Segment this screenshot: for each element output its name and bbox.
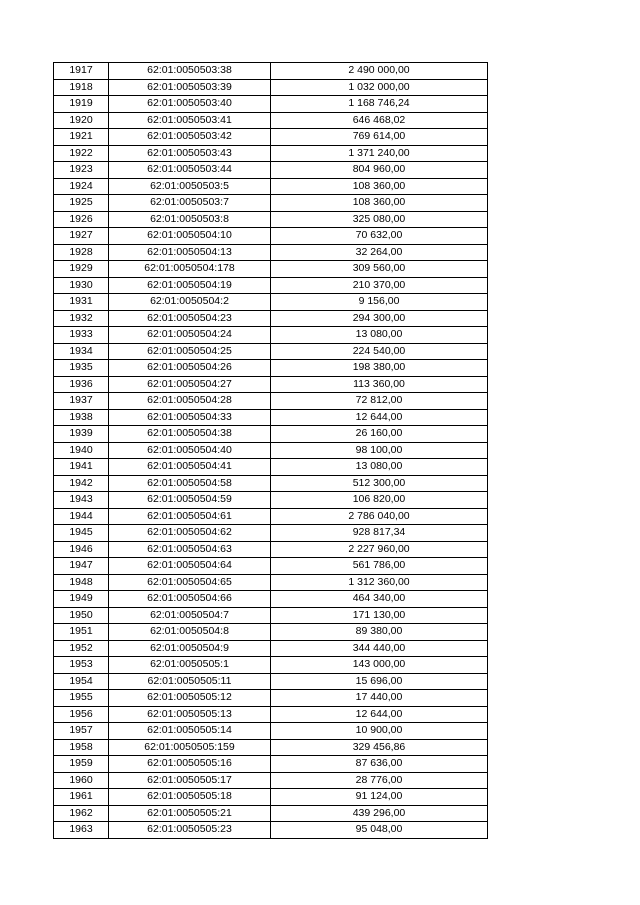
cadastral-number-cell: 62:01:0050503:41 [109, 112, 271, 129]
row-number-cell: 1922 [54, 145, 109, 162]
value-cell: 70 632,00 [271, 228, 488, 245]
row-number-cell: 1943 [54, 492, 109, 509]
row-number-cell: 1950 [54, 607, 109, 624]
value-cell: 13 080,00 [271, 327, 488, 344]
table-row [54, 112, 488, 129]
table-row [54, 508, 488, 525]
cadastral-number-cell: 62:01:0050504:33 [109, 409, 271, 426]
row-number-cell: 1947 [54, 558, 109, 575]
value-cell: 464 340,00 [271, 591, 488, 608]
table-row [54, 228, 488, 245]
cadastral-number-cell: 62:01:0050504:58 [109, 475, 271, 492]
row-number-cell: 1949 [54, 591, 109, 608]
row-number-cell: 1952 [54, 640, 109, 657]
table-row [54, 607, 488, 624]
cadastral-number-cell: 62:01:0050504:65 [109, 574, 271, 591]
value-cell: 87 636,00 [271, 756, 488, 773]
table-row [54, 789, 488, 806]
table-row [54, 475, 488, 492]
cadastral-number-cell: 62:01:0050504:24 [109, 327, 271, 344]
table-row [54, 79, 488, 96]
value-cell: 12 644,00 [271, 706, 488, 723]
value-cell: 2 490 000,00 [271, 63, 488, 80]
table-row [54, 558, 488, 575]
table-row [54, 756, 488, 773]
value-cell: 28 776,00 [271, 772, 488, 789]
row-number-cell: 1936 [54, 376, 109, 393]
row-number-cell: 1929 [54, 261, 109, 278]
row-number-cell: 1923 [54, 162, 109, 179]
cadastral-number-cell: 62:01:0050504:10 [109, 228, 271, 245]
table-row [54, 657, 488, 674]
value-cell: 198 380,00 [271, 360, 488, 377]
cadastral-number-cell: 62:01:0050504:28 [109, 393, 271, 410]
table-row [54, 624, 488, 641]
row-number-cell: 1917 [54, 63, 109, 80]
value-cell: 344 440,00 [271, 640, 488, 657]
row-number-cell: 1924 [54, 178, 109, 195]
table-row [54, 393, 488, 410]
table-row [54, 63, 488, 80]
cadastral-number-cell: 62:01:0050504:178 [109, 261, 271, 278]
row-number-cell: 1942 [54, 475, 109, 492]
value-cell: 2 786 040,00 [271, 508, 488, 525]
data-table [53, 62, 488, 839]
cadastral-number-cell: 62:01:0050505:17 [109, 772, 271, 789]
value-cell: 171 130,00 [271, 607, 488, 624]
row-number-cell: 1921 [54, 129, 109, 146]
cadastral-number-cell: 62:01:0050504:23 [109, 310, 271, 327]
cadastral-number-cell: 62:01:0050505:1 [109, 657, 271, 674]
cadastral-number-cell: 62:01:0050504:38 [109, 426, 271, 443]
cadastral-number-cell: 62:01:0050504:8 [109, 624, 271, 641]
cadastral-number-cell: 62:01:0050504:63 [109, 541, 271, 558]
table-row [54, 591, 488, 608]
row-number-cell: 1919 [54, 96, 109, 113]
table-row [54, 409, 488, 426]
row-number-cell: 1940 [54, 442, 109, 459]
value-cell: 294 300,00 [271, 310, 488, 327]
cadastral-number-cell: 62:01:0050504:9 [109, 640, 271, 657]
row-number-cell: 1938 [54, 409, 109, 426]
row-number-cell: 1948 [54, 574, 109, 591]
value-cell: 804 960,00 [271, 162, 488, 179]
table-row [54, 162, 488, 179]
table-row [54, 822, 488, 839]
cadastral-number-cell: 62:01:0050504:27 [109, 376, 271, 393]
value-cell: 15 696,00 [271, 673, 488, 690]
table-row [54, 96, 488, 113]
value-cell: 143 000,00 [271, 657, 488, 674]
cadastral-number-cell: 62:01:0050503:8 [109, 211, 271, 228]
cadastral-number-cell: 62:01:0050504:19 [109, 277, 271, 294]
cadastral-number-cell: 62:01:0050504:59 [109, 492, 271, 509]
value-cell: 10 900,00 [271, 723, 488, 740]
row-number-cell: 1945 [54, 525, 109, 542]
table-row [54, 294, 488, 311]
cadastral-number-cell: 62:01:0050503:7 [109, 195, 271, 212]
cadastral-number-cell: 62:01:0050504:25 [109, 343, 271, 360]
value-cell: 561 786,00 [271, 558, 488, 575]
value-cell: 928 817,34 [271, 525, 488, 542]
value-cell: 329 456,86 [271, 739, 488, 756]
cadastral-number-cell: 62:01:0050505:16 [109, 756, 271, 773]
table-row [54, 145, 488, 162]
value-cell: 91 124,00 [271, 789, 488, 806]
row-number-cell: 1918 [54, 79, 109, 96]
row-number-cell: 1931 [54, 294, 109, 311]
row-number-cell: 1957 [54, 723, 109, 740]
table-row [54, 690, 488, 707]
row-number-cell: 1932 [54, 310, 109, 327]
cadastral-number-cell: 62:01:0050504:7 [109, 607, 271, 624]
value-cell: 9 156,00 [271, 294, 488, 311]
row-number-cell: 1928 [54, 244, 109, 261]
value-cell: 26 160,00 [271, 426, 488, 443]
table-row [54, 442, 488, 459]
cadastral-number-cell: 62:01:0050503:42 [109, 129, 271, 146]
value-cell: 13 080,00 [271, 459, 488, 476]
value-cell: 512 300,00 [271, 475, 488, 492]
value-cell: 17 440,00 [271, 690, 488, 707]
cadastral-number-cell: 62:01:0050505:23 [109, 822, 271, 839]
table-row [54, 426, 488, 443]
cadastral-number-cell: 62:01:0050503:40 [109, 96, 271, 113]
table-row [54, 459, 488, 476]
value-cell: 646 468,02 [271, 112, 488, 129]
table-row [54, 706, 488, 723]
table-row [54, 376, 488, 393]
row-number-cell: 1925 [54, 195, 109, 212]
cadastral-number-cell: 62:01:0050505:21 [109, 805, 271, 822]
cadastral-number-cell: 62:01:0050504:26 [109, 360, 271, 377]
row-number-cell: 1930 [54, 277, 109, 294]
table-row [54, 244, 488, 261]
table-row [54, 129, 488, 146]
value-cell: 1 312 360,00 [271, 574, 488, 591]
table-row [54, 327, 488, 344]
cadastral-number-cell: 62:01:0050504:61 [109, 508, 271, 525]
row-number-cell: 1941 [54, 459, 109, 476]
row-number-cell: 1962 [54, 805, 109, 822]
value-cell: 72 812,00 [271, 393, 488, 410]
table-row [54, 723, 488, 740]
row-number-cell: 1954 [54, 673, 109, 690]
value-cell: 210 370,00 [271, 277, 488, 294]
cadastral-number-cell: 62:01:0050504:2 [109, 294, 271, 311]
value-cell: 309 560,00 [271, 261, 488, 278]
value-cell: 89 380,00 [271, 624, 488, 641]
cadastral-number-cell: 62:01:0050505:12 [109, 690, 271, 707]
value-cell: 108 360,00 [271, 195, 488, 212]
cadastral-number-cell: 62:01:0050505:159 [109, 739, 271, 756]
table-row [54, 739, 488, 756]
table-body [54, 63, 488, 839]
value-cell: 1 032 000,00 [271, 79, 488, 96]
row-number-cell: 1963 [54, 822, 109, 839]
table-row [54, 277, 488, 294]
table-row [54, 640, 488, 657]
cadastral-number-cell: 62:01:0050505:14 [109, 723, 271, 740]
cadastral-number-cell: 62:01:0050503:38 [109, 63, 271, 80]
table-row [54, 492, 488, 509]
table-row [54, 261, 488, 278]
cadastral-number-cell: 62:01:0050504:62 [109, 525, 271, 542]
cadastral-number-cell: 62:01:0050504:66 [109, 591, 271, 608]
table-row [54, 673, 488, 690]
cadastral-number-cell: 62:01:0050503:43 [109, 145, 271, 162]
cadastral-number-cell: 62:01:0050505:18 [109, 789, 271, 806]
cadastral-number-cell: 62:01:0050504:64 [109, 558, 271, 575]
table-row [54, 343, 488, 360]
cadastral-number-cell: 62:01:0050504:40 [109, 442, 271, 459]
table-row [54, 772, 488, 789]
table-row [54, 525, 488, 542]
value-cell: 325 080,00 [271, 211, 488, 228]
row-number-cell: 1960 [54, 772, 109, 789]
row-number-cell: 1926 [54, 211, 109, 228]
value-cell: 32 264,00 [271, 244, 488, 261]
value-cell: 98 100,00 [271, 442, 488, 459]
table-row [54, 360, 488, 377]
row-number-cell: 1946 [54, 541, 109, 558]
row-number-cell: 1959 [54, 756, 109, 773]
row-number-cell: 1953 [54, 657, 109, 674]
cadastral-number-cell: 62:01:0050505:11 [109, 673, 271, 690]
value-cell: 12 644,00 [271, 409, 488, 426]
row-number-cell: 1920 [54, 112, 109, 129]
row-number-cell: 1961 [54, 789, 109, 806]
cadastral-number-cell: 62:01:0050503:44 [109, 162, 271, 179]
cadastral-number-cell: 62:01:0050504:13 [109, 244, 271, 261]
cadastral-value-table [53, 62, 487, 839]
table-row [54, 195, 488, 212]
value-cell: 224 540,00 [271, 343, 488, 360]
row-number-cell: 1951 [54, 624, 109, 641]
value-cell: 113 360,00 [271, 376, 488, 393]
value-cell: 108 360,00 [271, 178, 488, 195]
row-number-cell: 1956 [54, 706, 109, 723]
row-number-cell: 1958 [54, 739, 109, 756]
table-row [54, 541, 488, 558]
row-number-cell: 1935 [54, 360, 109, 377]
cadastral-number-cell: 62:01:0050505:13 [109, 706, 271, 723]
row-number-cell: 1944 [54, 508, 109, 525]
value-cell: 1 371 240,00 [271, 145, 488, 162]
row-number-cell: 1937 [54, 393, 109, 410]
value-cell: 2 227 960,00 [271, 541, 488, 558]
value-cell: 439 296,00 [271, 805, 488, 822]
row-number-cell: 1934 [54, 343, 109, 360]
table-row [54, 211, 488, 228]
value-cell: 106 820,00 [271, 492, 488, 509]
value-cell: 769 614,00 [271, 129, 488, 146]
value-cell: 95 048,00 [271, 822, 488, 839]
cadastral-number-cell: 62:01:0050503:39 [109, 79, 271, 96]
cadastral-number-cell: 62:01:0050503:5 [109, 178, 271, 195]
value-cell: 1 168 746,24 [271, 96, 488, 113]
table-row [54, 178, 488, 195]
cadastral-number-cell: 62:01:0050504:41 [109, 459, 271, 476]
row-number-cell: 1933 [54, 327, 109, 344]
row-number-cell: 1955 [54, 690, 109, 707]
row-number-cell: 1939 [54, 426, 109, 443]
table-row [54, 574, 488, 591]
row-number-cell: 1927 [54, 228, 109, 245]
table-row [54, 805, 488, 822]
table-row [54, 310, 488, 327]
